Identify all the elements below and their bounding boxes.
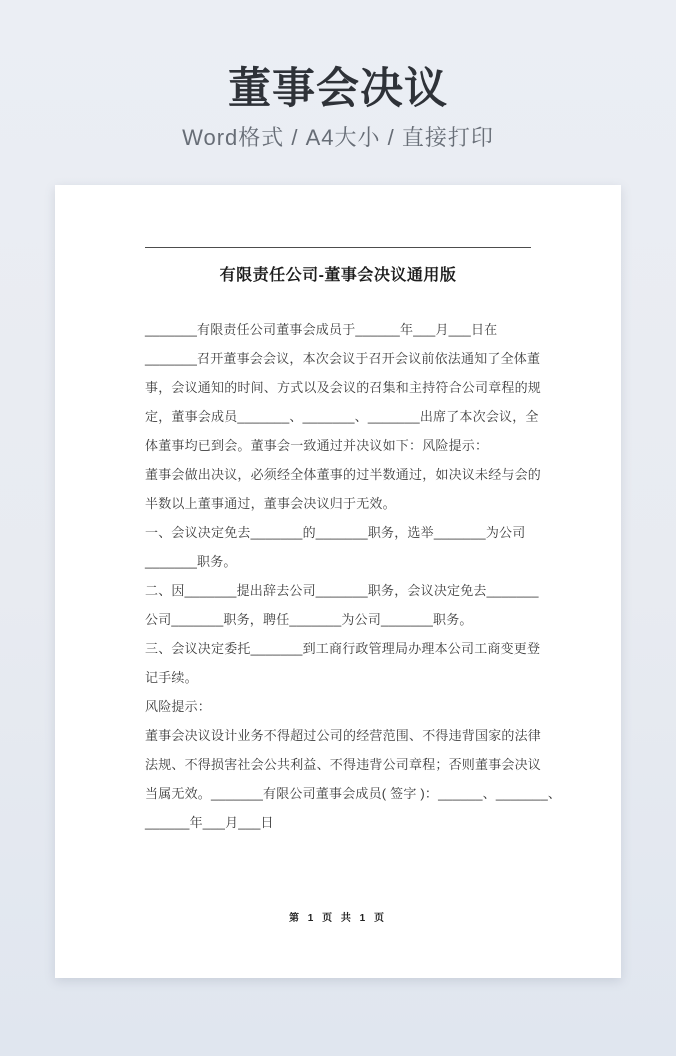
page-subtitle: Word格式 / A4大小 / 直接打印: [182, 125, 494, 150]
document-title: 有限责任公司-董事会决议通用版: [219, 267, 457, 284]
document-line: _______召开董事会会议，本次会议于召开会议前依法通知了全体董: [145, 351, 541, 366]
document-line: 董事会决议设计业务不得超过公司的经营范围、不得违背国家的法律: [145, 728, 542, 743]
document-line: ______年___月___日: [145, 815, 274, 830]
document-line: 一、会议决定免去_______的_______职务，选举_______为公司: [145, 525, 526, 540]
document-content: [55, 247, 621, 837]
page-header: [0, 0, 676, 153]
document-line: _______职务。: [145, 554, 237, 569]
document-line: 公司_______职务，聘任_______为公司_______职务。: [145, 612, 473, 627]
document-line: 当属无效。_______有限公司董事会成员( 签字 )：______、_______、: [145, 786, 562, 801]
document-line: 三、会议决定委托_______到工商行政管理局办理本公司工商变更登: [145, 641, 541, 656]
document-divider: [145, 247, 531, 248]
document-body: [145, 315, 562, 837]
document-line: 法规、不得损害社会公共利益、不得违背公司章程；否则董事会决议: [145, 757, 542, 772]
page-title: 董事会决议: [228, 65, 448, 113]
document-line: 记手续。: [145, 670, 198, 685]
document-line: 事，会议通知的时间、方式以及会议的召集和主持符合公司章程的规: [145, 380, 542, 395]
document-line: 风险提示：: [145, 699, 212, 714]
document-line: 半数以上董事通过，董事会决议归于无效。: [145, 496, 396, 511]
document-paper: [55, 185, 621, 978]
document-line: 二、因_______提出辞去公司_______职务，会议决定免去_______: [145, 583, 539, 598]
document-line: _______有限责任公司董事会成员于______年___月___日在: [145, 322, 498, 337]
document-line: 定，董事会成员_______、_______、_______出席了本次会议，全: [145, 409, 539, 424]
document-line: 董事会做出决议，必须经全体董事的过半数通过，如决议未经与会的: [145, 467, 542, 482]
document-line: 体董事均已到会。董事会一致通过并决议如下：风险提示：: [145, 438, 489, 453]
page-number: 第 1 页 共 1 页: [288, 913, 387, 924]
